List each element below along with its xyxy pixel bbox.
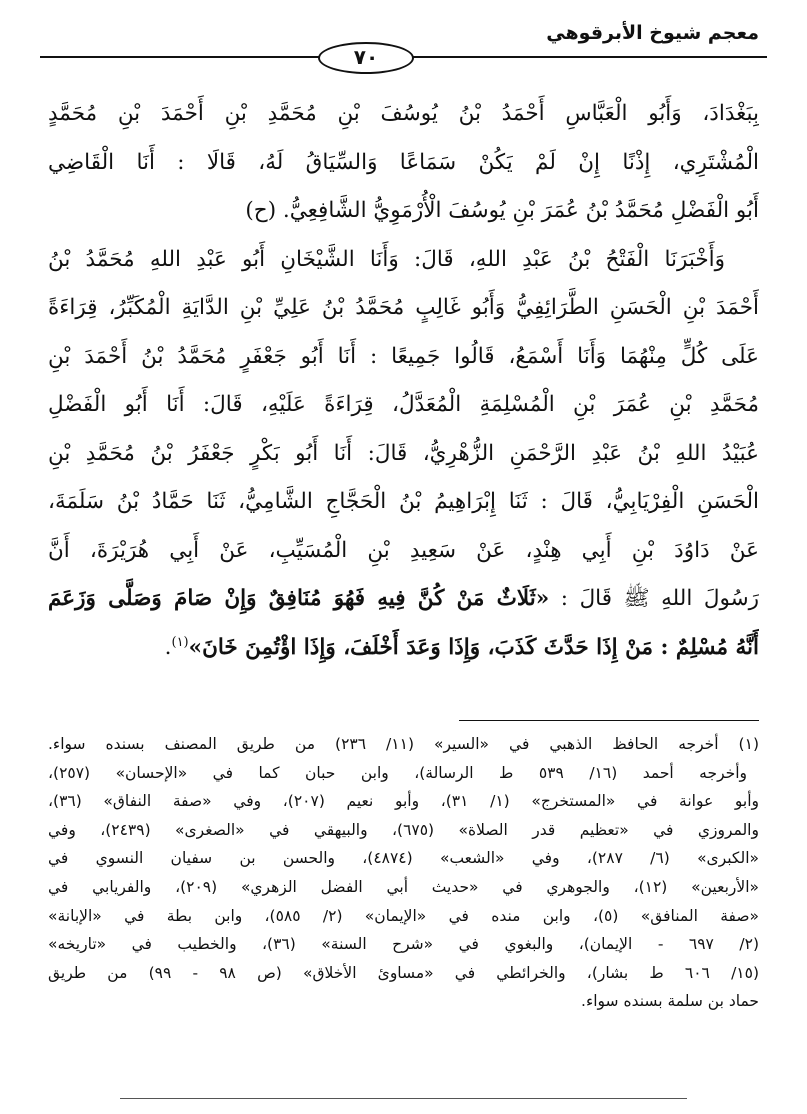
footnote-marker: (١) [171,634,189,650]
footnote-line: حماد بن سلمة بسنده سواء. [581,992,759,1011]
text-line: وَأَخْبَرَنَا الْفَتْحُ بْنُ عَبْدِ اللهِ، قَالَ: وَأَنَا الشَّيْخَانِ أَبُو عَبْدِ اللهِ مُحَمَّدُ بْنُ [48,246,725,272]
text-line-hadith-end [48,624,759,673]
footnotes [48,730,759,1016]
narration-intro: رَسُولَ اللهِ ﷺ قَالَ : [560,586,759,611]
hadith-text: «ثَلَاثٌ مَنْ كُنَّ فِيهِ فَهُوَ مُنَافِقٌ وَإِنْ صَامَ وَصَلَّى وَزَعَمَ [48,586,550,611]
text-line: أَحْمَدَ بْنِ الْحَسَنِ الطَّرَائِفِيُّ وَأَبُو غَالِبٍ مُحَمَّدُ بْنُ عَلِيِّ بْنِ الدَّايَةِ الْمُكَبِّرُ، قِرَاءَةً [48,295,759,320]
footnote-line: (١٥/ ٦٠٦ ط بشار)، والخرائطي في «مساوئ الأخلاق» (ص ٩٨ - ٩٩) من طريق [48,963,759,982]
bottom-rule [120,1098,687,1099]
footnote-line: (١) أخرجه الحافظ الذهبي في «السير» (١١/ ٢٣٦) من طريق المصنف بسنده سواء. [48,735,759,753]
footnote-line: «صفة المنافق» (٥)، وابن منده في «الإيمان» (٢/ ٥٨٥)، وابن بطة في «الإبانة» [48,906,759,925]
text-line: عَنْ دَاوُدَ بْنِ أَبِي هِنْدٍ، عَنْ سَعِيدِ بْنِ الْمُسَيِّبِ، عَنْ أَبِي هُرَيْرَةَ، أَنَّ [48,537,759,563]
text-line: الْمُشْتَرِي، إِذْنًا إِنْ لَمْ يَكُنْ سَمَاعًا وَالسِّيَاقُ لَهُ، قَالَا : أَنَا الْقَاضِي [48,149,759,175]
running-title: معجم شيوخ الأبرقوهي [546,22,759,44]
main-text [48,90,759,672]
text-line: الْحَسَنِ الْفِرْيَابِيُّ، قَالَ : ثَنَا إِبْرَاهِيمُ بْنُ الْحَجَّاجِ الشَّامِيُّ، ثَنَا حَمَّادُ بْنُ سَلَمَةَ، [48,489,759,514]
text-line-hadith-start [48,575,759,624]
text-line: مُحَمَّدِ بْنِ عُمَرَ بْنِ الْمُسْلِمَةِ الْمُعَدَّلُ، قِرَاءَةً عَلَيْهِ، قَالَ: أَنَا أَبُو الْفَضْلِ [48,392,759,417]
text-line: بِبَغْدَادَ، وَأَبُو الْعَبَّاسِ أَحْمَدُ بْنُ يُوسُفَ بْنِ مُحَمَّدِ بْنِ أَحْمَدَ بْنِ مُحَمَّدٍ [48,101,759,126]
footnote-line: وأبو عوانة في «المستخرج» (١/ ٣١)، وأبو نعيم (٢٠٧)، وفي «صفة النفاق» (٣٦)، [48,792,759,811]
footnote-line: «الكبرى» (٦/ ٢٨٧)، وفي «الشعب» (٤٨٧٤)، والحسن بن سفيان النسوي في [48,849,759,868]
footnote-line: «الأربعين» (١٢)، والجوهري في «حديث أبي الفضل الزهري» (٢٠٩)، والفريابي في [48,877,759,896]
page-number: ٧٠ [318,42,414,74]
footnote-line: والمروزي في «تعظيم قدر الصلاة» (٦٧٥)، والبيهقي في «الصغرى» (٢٤٣٩)، وفي [48,820,759,839]
footnote-line: وأخرجه أحمد (١٦/ ٥٣٩ ط الرسالة)، وابن حبان كما في «الإحسان» (٢٥٧)، [48,763,747,782]
full-stop: . [164,634,172,660]
text-line: عَلَى كُلٍّ مِنْهُمَا وَأَنَا أَسْمَعُ، قَالُوا جَمِيعًا : أَنَا أَبُو جَعْفَرٍ مُحَمَّدُ بْنُ أَحْمَدَ بْنِ [48,343,759,369]
hadith-text: أَنَّهُ مُسْلِمٌ : مَنْ إِذَا حَدَّثَ كَذَبَ، وَإِذَا وَعَدَ أَخْلَفَ، وَإِذَا اؤْتُمِنَ خَانَ» [188,634,759,660]
text-line: أَبُو الْفَضْلِ مُحَمَّدُ بْنُ عُمَرَ بْنِ يُوسُفَ الْأُرْمَوِيُّ الشَّافِعِيُّ. (ح) [245,198,759,223]
footnote-line: (٢/ ٦٩٧ - الإيمان)، والبغوي في «شرح السنة» (٣٦)، والخطيب في «تاريخه» [48,935,759,954]
footnote-separator [459,720,759,721]
text-line: عُبَيْدُ اللهِ بْنُ عَبْدِ الرَّحْمَنِ الزُّهْرِيُّ، قَالَ: أَنَا أَبُو بَكْرٍ جَعْفَرُ بْنُ مُحَمَّدِ بْنِ [48,440,759,466]
